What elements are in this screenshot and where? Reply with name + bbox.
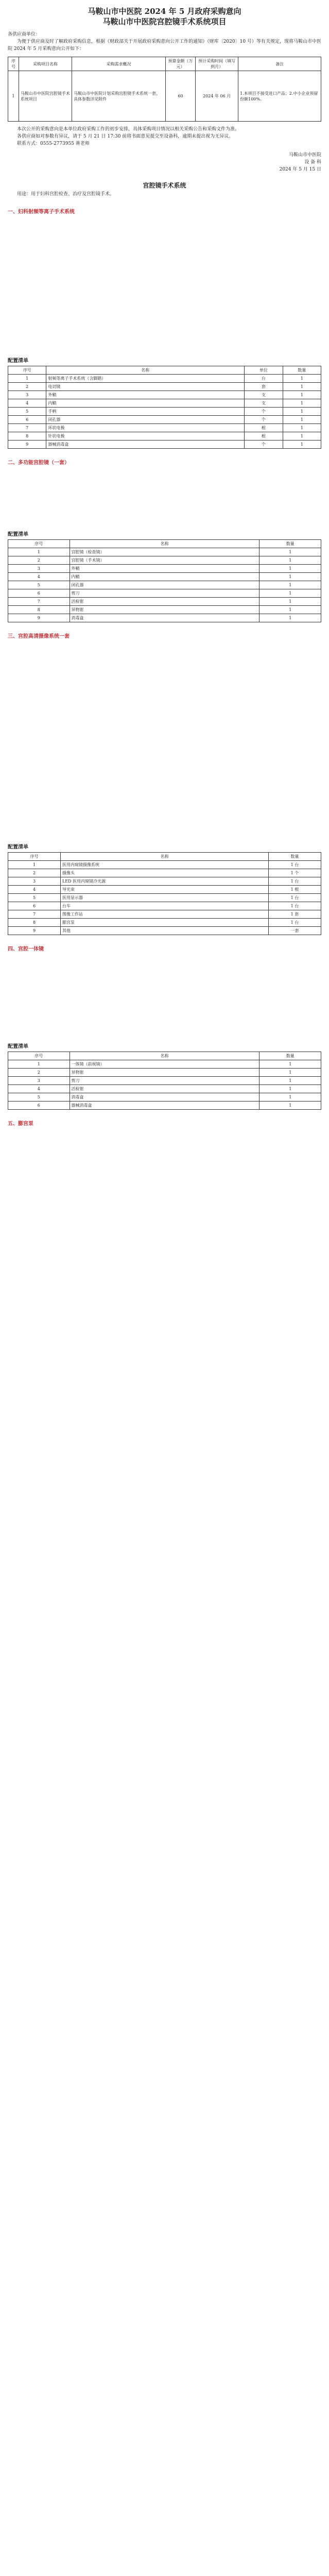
table-cell: 台车 xyxy=(60,902,268,910)
doc-title-2: 马鞍山市中医院宫腔镜手术系统项目 xyxy=(102,17,227,26)
table-header: 数量 xyxy=(259,540,321,548)
table-cell: 1 xyxy=(283,391,321,399)
table-cell: 剪刀 xyxy=(70,1077,259,1085)
document-page xyxy=(0,0,329,1127)
table-cell: 1 xyxy=(283,416,321,424)
table-cell: 9 xyxy=(8,927,61,935)
table-cell: 活检钳 xyxy=(70,598,259,606)
table-cell: 一体镜（前视镜） xyxy=(70,1060,259,1069)
contact-line: 联系方式：0555-2773955 蒋老师 xyxy=(17,141,90,146)
table-header: 序号 xyxy=(8,1052,70,1060)
table-cell: 活检钳 xyxy=(70,1085,259,1093)
table-cell: 1 xyxy=(259,1085,321,1093)
table-cell: 5 xyxy=(8,581,70,589)
config-heading: 配置清单 xyxy=(8,844,28,850)
table-cell: 5 xyxy=(8,894,61,902)
table-cell: 手柄 xyxy=(46,408,245,416)
table-cell: 1 xyxy=(259,556,321,565)
table-cell: 个 xyxy=(245,408,283,416)
table-cell: 针状电极 xyxy=(46,432,245,440)
table-cell: 1 台 xyxy=(269,902,321,910)
section-3-heading: 三、宫腔高清摄像系统一套 xyxy=(8,634,70,639)
table-cell: 1 xyxy=(8,1060,70,1069)
table-cell: 器械消毒盒 xyxy=(46,440,245,449)
table-cell: 1 xyxy=(259,1069,321,1077)
table-header: 单位 xyxy=(245,366,283,375)
doc-title-1: 马鞍山市中医院 2024 年 5 月政府采购意向 xyxy=(88,7,241,16)
table-cell: 8 xyxy=(8,432,46,440)
table-header: 序号 xyxy=(8,540,70,548)
table-cell: 台 xyxy=(245,375,283,383)
usage-paragraph: 用途：用于妇科宫腔检查、治疗及宫腔镜手术。 xyxy=(17,192,115,197)
issue-date: 2024 年 5 月 15 日 xyxy=(279,167,321,172)
table-cell: 8 xyxy=(8,919,61,927)
table-cell: 1 xyxy=(283,440,321,449)
table-cell: 9 xyxy=(8,440,46,449)
table-cell: 内鞘 xyxy=(70,573,259,581)
table-cell: 支 xyxy=(245,399,283,408)
table-header: 名称 xyxy=(46,366,245,375)
table-cell: 医用显示器 xyxy=(60,894,268,902)
table-cell: 个 xyxy=(245,416,283,424)
table-cell: 异物钳 xyxy=(70,606,259,614)
table-cell: 1 xyxy=(259,598,321,606)
table-header: 数量 xyxy=(283,366,321,375)
table-cell: 1 台 xyxy=(269,894,321,902)
table-cell: 射频等离子手术系统（含脚踏） xyxy=(46,375,245,383)
table-cell: 消毒盒 xyxy=(70,614,259,622)
table-cell: 3 xyxy=(8,565,70,573)
table-cell: 1 xyxy=(8,548,70,556)
table-header: 数量 xyxy=(259,1052,321,1060)
table-cell: 4 xyxy=(8,573,70,581)
table-cell: 1 xyxy=(259,589,321,598)
table-cell: 5 xyxy=(8,1093,70,1101)
table-cell: 摄像头 xyxy=(60,869,268,877)
table-cell: 2 xyxy=(8,556,70,565)
table-cell: 1 个 xyxy=(269,869,321,877)
table-header: 序号 xyxy=(8,853,61,861)
table-cell: 2 xyxy=(8,383,46,391)
table-cell: 闭孔器 xyxy=(46,416,245,424)
table-cell: 4 xyxy=(8,886,61,894)
table-cell: 3 xyxy=(8,877,61,886)
table-header: 名称 xyxy=(60,853,268,861)
salutation: 各供应商单位： xyxy=(8,32,41,37)
table-cell: 9 xyxy=(8,614,70,622)
notice-1: 本次公开的采购意向是本单位政府采购工作的初步安排，具体采购项目情况以相关采购公告和采购文件为准。 xyxy=(17,127,240,132)
s4-config-table xyxy=(8,1052,321,1110)
section-2-heading: 二、多功能宫腔镜（一套） xyxy=(8,460,70,466)
table-cell: 异物钳 xyxy=(70,1069,259,1077)
intent-cell: 60 xyxy=(165,71,195,122)
intent-header: 预算金额（万元） xyxy=(165,57,195,71)
table-cell: 4 xyxy=(8,399,46,408)
table-cell: 其他 xyxy=(60,927,268,935)
table-header: 名称 xyxy=(70,540,259,548)
table-header: 数量 xyxy=(269,853,321,861)
config-heading: 配置清单 xyxy=(8,358,28,364)
table-cell: 根 xyxy=(245,424,283,432)
table-cell: 一套 xyxy=(269,927,321,935)
table-cell: 消毒盒 xyxy=(70,1093,259,1101)
table-cell: 7 xyxy=(8,598,70,606)
table-cell: 1 xyxy=(259,548,321,556)
intent-cell: 1.本项目不接受进口产品；2.中小企业预留份额100%。 xyxy=(238,71,321,122)
table-cell: 2 xyxy=(8,869,61,877)
config-heading: 配置清单 xyxy=(8,1044,28,1049)
table-cell: 1 xyxy=(259,1060,321,1069)
intent-header: 序号 xyxy=(8,57,19,71)
table-cell: 1 xyxy=(8,861,61,869)
table-cell: 6 xyxy=(8,416,46,424)
table-cell: 医用内窥镜摄像系统 xyxy=(60,861,268,869)
intent-header: 采购项目名称 xyxy=(19,57,72,71)
table-cell: 套 xyxy=(245,383,283,391)
issuer: 马鞍山市中医院 xyxy=(288,152,321,158)
table-cell: 1 xyxy=(259,1077,321,1085)
table-cell: 1 xyxy=(283,399,321,408)
table-cell: 膨宫泵 xyxy=(60,919,268,927)
table-cell: 1 xyxy=(259,573,321,581)
config-heading: 配置清单 xyxy=(8,532,28,537)
s3-config-table xyxy=(8,852,321,935)
table-cell: LED 医用内窥镜冷光源 xyxy=(60,877,268,886)
table-cell: 1 台 xyxy=(269,861,321,869)
intent-header: 预计采购时间（填写到月） xyxy=(196,57,238,71)
table-cell: 3 xyxy=(8,1077,70,1085)
table-cell: 宫腔镜（手术镜） xyxy=(70,556,259,565)
table-cell: 1 xyxy=(283,375,321,383)
table-cell: 根 xyxy=(245,432,283,440)
table-cell: 闭孔器 xyxy=(70,581,259,589)
table-cell: 1 xyxy=(259,1093,321,1101)
table-cell: 1 xyxy=(259,606,321,614)
table-cell: 支 xyxy=(245,391,283,399)
intent-header: 采购需求概况 xyxy=(72,57,166,71)
intent-cell: 1 xyxy=(8,71,19,122)
intent-cell: 2024 年 06 月 xyxy=(196,71,238,122)
table-cell: 5 xyxy=(8,408,46,416)
table-cell: 1 xyxy=(283,432,321,440)
table-cell: 环状电极 xyxy=(46,424,245,432)
table-cell: 1 台 xyxy=(269,919,321,927)
table-cell: 6 xyxy=(8,589,70,598)
table-cell: 图像工作站 xyxy=(60,910,268,919)
table-cell: 1 xyxy=(8,375,46,383)
table-cell: 剪刀 xyxy=(70,589,259,598)
intent-table xyxy=(8,57,321,122)
table-cell: 7 xyxy=(8,424,46,432)
table-cell: 4 xyxy=(8,1085,70,1093)
intent-cell: 马鞍山市中医院宫腔镜手术系统项目 xyxy=(19,71,72,122)
table-cell: 导光束 xyxy=(60,886,268,894)
table-cell: 2 xyxy=(8,1069,70,1077)
table-cell: 电切镜 xyxy=(46,383,245,391)
table-cell: 1 套 xyxy=(269,910,321,919)
table-cell: 个 xyxy=(245,440,283,449)
table-cell: 内鞘 xyxy=(46,399,245,408)
table-cell: 1 xyxy=(259,565,321,573)
table-cell: 6 xyxy=(8,902,61,910)
table-cell: 外鞘 xyxy=(46,391,245,399)
table-cell: 8 xyxy=(8,606,70,614)
notice-2: 各供应商如对参数有异议，请于 5 月 21 日 17:30 前将书面意见提交至设备科，逾期未提出视为无异议。 xyxy=(17,134,234,139)
section-1-heading: 一、妇科射频等离子手术系统 xyxy=(8,209,75,215)
s2-config-table xyxy=(8,539,321,622)
table-header: 序号 xyxy=(8,366,46,375)
table-cell: 1 台 xyxy=(269,877,321,886)
table-cell: 7 xyxy=(8,910,61,919)
section-4-heading: 四、宫腔一体镜 xyxy=(8,946,44,952)
table-cell: 1 根 xyxy=(269,886,321,894)
table-cell: 器械消毒盒 xyxy=(70,1101,259,1110)
table-cell: 1 xyxy=(259,1101,321,1110)
spec-title: 宫腔镜手术系统 xyxy=(143,182,186,189)
s1-config-table xyxy=(8,366,321,449)
intent-cell: 马鞍山市中医院计划采购宫腔镜手术系统一套，具体参数详见附件 xyxy=(72,71,166,122)
intro-paragraph: 为便于供应商及时了解政府采购信息，根据《财政部关于开展政府采购意向公开工作的通知》（财库〔2020〕10 号）等有关规定，现将马鞍山市中医院 2024 年 5 月采购意向公开如下： xyxy=(8,39,321,52)
table-cell: 1 xyxy=(259,581,321,589)
table-cell: 1 xyxy=(283,408,321,416)
intent-header: 备注 xyxy=(238,57,321,71)
section-5-heading: 五、膨宫泵 xyxy=(8,1121,33,1127)
table-cell: 宫腔镜（检查镜） xyxy=(70,548,259,556)
table-cell: 1 xyxy=(283,424,321,432)
table-cell: 3 xyxy=(8,391,46,399)
table-cell: 1 xyxy=(283,383,321,391)
table-cell: 1 xyxy=(259,614,321,622)
table-cell: 外鞘 xyxy=(70,565,259,573)
table-header: 名称 xyxy=(70,1052,259,1060)
table-cell: 6 xyxy=(8,1101,70,1110)
issuer-dept: 设 备 科 xyxy=(304,160,321,165)
